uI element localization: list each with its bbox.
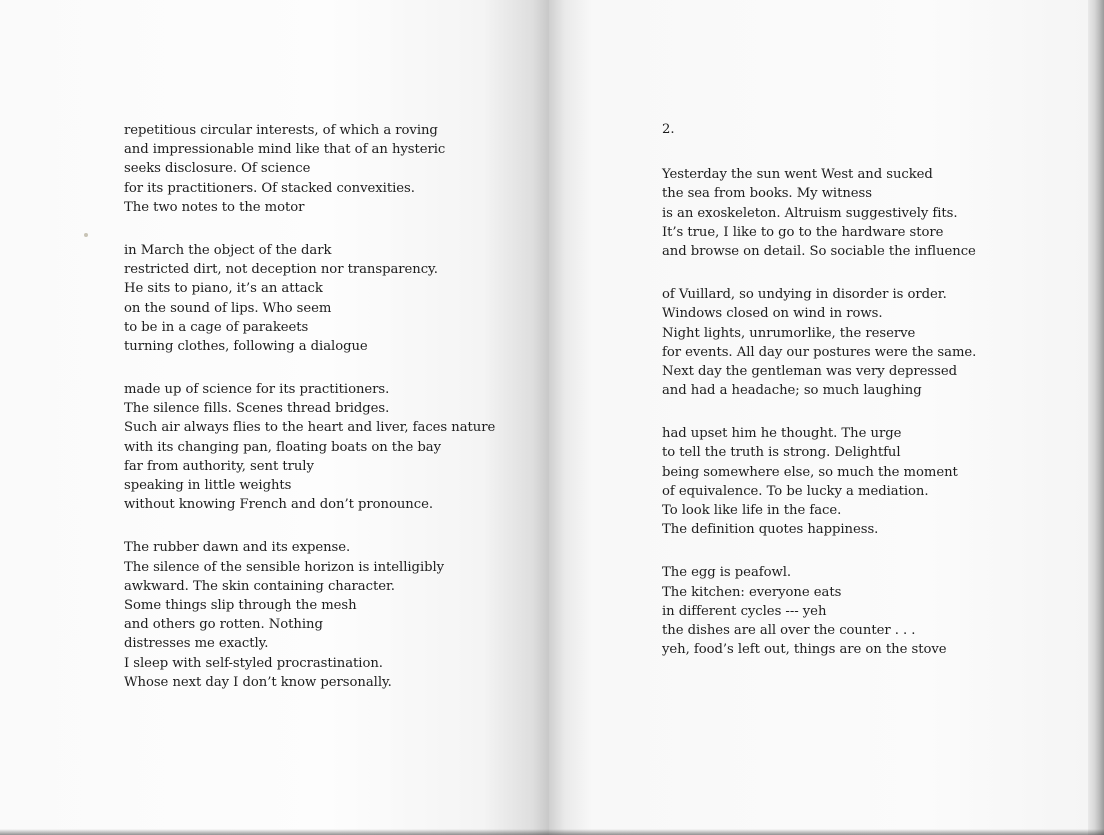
poem-line: without knowing French and don’t pronounce.: [124, 497, 433, 513]
poem-line: to tell the truth is strong. Delightful: [662, 445, 901, 461]
poem-line: of Vuillard, so undying in disorder is order.: [662, 287, 947, 303]
poem-line: He sits to piano, it’s an attack: [124, 281, 323, 297]
poem-line: in March the object of the dark: [124, 242, 332, 258]
poem-line: yeh, food’s left out, things are on the stove: [662, 642, 947, 658]
poem-line: Some things slip through the mesh: [124, 597, 357, 613]
poem-line: and others go rotten. Nothing: [124, 617, 323, 633]
poem-line: repetitious circular interests, of which a roving: [124, 123, 438, 138]
stanza: [124, 538, 495, 692]
poem-line: with its changing pan, floating boats on the bay: [124, 439, 441, 455]
poem-line: being somewhere else, so much the moment: [662, 464, 958, 480]
poem-line: turning clothes, following a dialogue: [124, 338, 368, 354]
poem-line: The two notes to the motor: [124, 199, 305, 215]
poem-line: The rubber dawn and its expense.: [124, 540, 351, 556]
poem-line: is an exoskeleton. Altruism suggestively fits.: [662, 205, 958, 221]
poem-line: on the sound of lips. Who seem: [124, 300, 332, 316]
poem-line: speaking in little weights: [124, 478, 292, 493]
stanza: [662, 285, 976, 400]
poem-line: the sea from books. My witness: [662, 186, 872, 202]
poem-line: and impressionable mind like that of an hysteric: [124, 142, 446, 158]
poem-line: to be in a cage of parakeets: [124, 319, 309, 335]
poem-line: had upset him he thought. The urge: [662, 426, 902, 442]
poem-line: in different cycles --- yeh: [662, 603, 827, 619]
stanza: [662, 424, 976, 539]
poem-line: Night lights, unrumorlike, the reserve: [662, 325, 916, 341]
poem-line: The kitchen: everyone eats: [662, 584, 842, 600]
paper-speck: [84, 233, 88, 237]
poem-line: the dishes are all over the counter . . .: [662, 622, 916, 638]
poem-line: awkward. The skin containing character.: [124, 578, 395, 594]
poem-line: for its practitioners. Of stacked convexities.: [124, 180, 415, 196]
poem-line: To look like life in the face.: [662, 503, 842, 518]
poem-line: It’s true, I like to go to the hardware store: [662, 224, 944, 240]
stanza: [662, 563, 976, 659]
stanza: [124, 121, 495, 217]
poem-line: distresses me exactly.: [124, 636, 269, 652]
poem-line: restricted dirt, not deception nor transparency.: [124, 262, 438, 278]
poem-line: Yesterday the sun went West and sucked: [662, 167, 933, 183]
poem-line: The egg is peafowl.: [662, 565, 792, 581]
left-poem: [124, 121, 495, 716]
poem-line: Next day the gentleman was very depressed: [662, 363, 957, 379]
poem-line: and browse on detail. So sociable the influence: [662, 243, 976, 259]
poem-line: of equivalence. To be lucky a mediation.: [662, 483, 929, 499]
poem-line: The silence fills. Scenes thread bridges.: [124, 401, 390, 417]
stanza: [124, 241, 495, 356]
poem-line: made up of science for its practitioners.: [124, 382, 390, 398]
poem-line: The silence of the sensible horizon is intelligibly: [124, 559, 445, 575]
poem-line: seeks disclosure. Of science: [124, 161, 311, 177]
stanza: [124, 380, 495, 514]
stanza: [662, 165, 976, 261]
poem-line: I sleep with self-styled procrastination.: [124, 655, 383, 671]
bottom-shadow: [0, 829, 1104, 835]
poem-line: and had a headache; so much laughing: [662, 383, 922, 399]
left-page: [0, 0, 549, 835]
poem-line: far from authority, sent truly: [124, 458, 314, 474]
section-number: 2.: [662, 122, 675, 137]
poem-line: Such air always flies to the heart and liver, faces nature: [124, 420, 496, 436]
poem-line: The definition quotes happiness.: [662, 522, 879, 538]
page-edge: [1088, 0, 1104, 835]
poem-line: for events. All day our postures were the same.: [662, 344, 977, 360]
right-page: [549, 0, 1088, 835]
poem-line: Windows closed on wind in rows.: [662, 306, 883, 322]
right-poem: [662, 120, 976, 683]
poem-line: Whose next day I don’t know personally.: [124, 674, 392, 690]
